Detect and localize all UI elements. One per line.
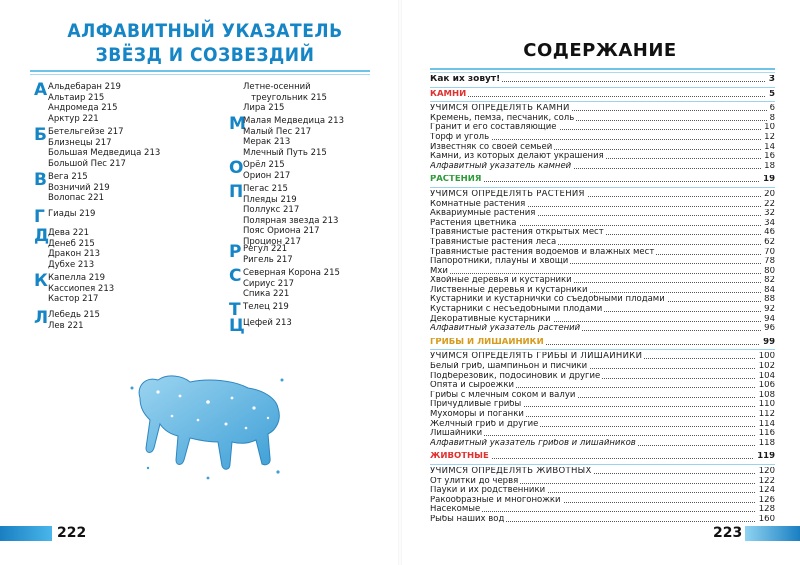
toc-entry-page: 62	[761, 238, 775, 248]
toc-entry	[430, 486, 775, 496]
index-entry: Лебедь 215	[48, 310, 100, 320]
index-entry: Регул 221	[243, 244, 288, 254]
index-entry: Полярная звезда 213	[243, 215, 339, 226]
toc-entry-title: ГРИБЫ И ЛИШАЙНИКИ	[430, 337, 544, 347]
index-entry: Дракон 213	[48, 249, 101, 259]
index-entry: Плеяды 219	[243, 194, 297, 205]
toc-entry-page: 46	[761, 228, 775, 238]
toc-entry	[430, 381, 775, 391]
toc-entry	[430, 200, 775, 210]
toc-entry-page: 8	[767, 114, 775, 124]
toc-entry-page: 108	[756, 391, 775, 401]
toc-entry-title: УЧИМСЯ ОПРЕДЕЛЯТЬ ГРИБЫ И ЛИШАЙНИКИ	[430, 352, 643, 362]
title-underline-thin	[30, 74, 370, 75]
toc-entry	[430, 276, 775, 286]
index-letter: П	[229, 182, 244, 202]
page-corner-bar-right	[745, 526, 800, 541]
toc-entry-page: 82	[761, 276, 775, 286]
index-entry: Орёл 215	[243, 160, 285, 170]
toc-entry-page: 18	[761, 162, 775, 172]
toc-entry-page: 32	[761, 209, 775, 219]
index-entry: Дева 221	[48, 228, 90, 238]
index-letter: Д	[34, 226, 50, 246]
toc-entry-page: 100	[756, 352, 775, 362]
index-entry: Лира 215	[243, 103, 285, 113]
index-letter: М	[229, 114, 246, 134]
toc-entry-page: 110	[756, 400, 775, 410]
toc-entry-title: Алфавитный указатель грибов и лишайников	[430, 438, 636, 448]
toc-entry-page: 92	[761, 305, 775, 315]
index-entry: Орион 217	[243, 170, 291, 181]
toc-entry-title: КАМНИ	[430, 89, 467, 99]
index-entry: Ригель 217	[243, 254, 293, 265]
toc-entry-title: Алфавитный указатель растений	[430, 324, 581, 334]
index-entry: Гиады 219	[48, 209, 96, 219]
index-entry: Северная Корона 215	[243, 268, 340, 278]
toc-entry-title: Опята и сыроежки	[430, 381, 514, 391]
toc-entry-page: 160	[756, 515, 775, 525]
toc-entry	[430, 477, 775, 487]
toc-entry-title: Рыбы наших вод	[430, 514, 505, 524]
index-letter: А	[34, 80, 48, 100]
index-entry: треугольник 215	[243, 92, 327, 103]
toc-title-underline-thin	[430, 72, 775, 73]
toc-entry	[430, 267, 775, 277]
index-entry: Мерак 213	[243, 137, 291, 147]
index-entry: Большая Медведица 213	[48, 148, 161, 158]
toc-entry	[430, 429, 775, 439]
toc-entry	[430, 315, 775, 325]
toc-entry	[430, 238, 775, 248]
page-number-left: 222	[57, 525, 87, 541]
toc-entry	[430, 257, 775, 267]
toc-entry	[430, 420, 775, 430]
toc-title-underline	[430, 68, 775, 70]
toc-entry	[430, 324, 775, 334]
toc-entry	[430, 123, 775, 133]
toc-entry-page: 116	[756, 429, 775, 439]
toc-entry-page: 104	[756, 372, 775, 382]
index-entry: Вега 215	[48, 172, 88, 182]
toc-entry-title: УЧИМСЯ ОПРЕДЕЛЯТЬ РАСТЕНИЯ	[430, 189, 585, 199]
toc-entry	[430, 391, 775, 401]
toc-entry	[430, 219, 775, 229]
toc-entry-title: Лишайники	[430, 429, 483, 439]
toc-entry-page: 124	[756, 486, 775, 496]
toc-entry-page: 6	[767, 104, 775, 114]
toc-entry-page: 5	[766, 90, 775, 100]
toc-section-heading	[430, 175, 775, 185]
index-entry: Малая Медведица 213	[243, 116, 344, 126]
toc-entry	[430, 515, 775, 525]
toc-entry-title: Травянистые растения леса	[430, 237, 557, 247]
index-entry: Спика 221	[243, 289, 290, 299]
toc-entry-page: 10	[761, 123, 775, 133]
toc-entry-page: 114	[756, 420, 775, 430]
toc-entry-page: 84	[761, 286, 775, 296]
index-letter: Л	[34, 308, 49, 328]
index-letter: К	[34, 271, 48, 291]
index-entry: Капелла 219	[48, 273, 106, 283]
index-entry: Сириус 217	[243, 278, 295, 289]
index-entry: Млечный Путь 215	[243, 147, 327, 158]
toc-entry-title: Растения цветника	[430, 218, 517, 228]
toc-entry	[430, 467, 775, 477]
index-entry: Возничий 219	[48, 182, 110, 193]
toc-entry-title: Насекомые	[430, 505, 481, 515]
toc-entry-title: Желчный гриб и другие	[430, 419, 539, 429]
toc-section-heading	[430, 90, 775, 100]
index-entry: Денеб 215	[48, 238, 95, 249]
index-entry: Волопас 221	[48, 193, 105, 203]
toc-entry	[430, 400, 775, 410]
toc-entry-page: 94	[761, 315, 775, 325]
toc-entry	[430, 133, 775, 143]
toc-entry-page: 118	[756, 439, 775, 449]
index-entry: Цефей 213	[243, 318, 292, 328]
toc-section-heading	[430, 338, 775, 348]
toc-entry	[430, 505, 775, 515]
table-of-contents	[430, 75, 775, 525]
index-entry: Андромеда 215	[48, 103, 118, 113]
toc-entry	[430, 228, 775, 238]
toc-entry	[430, 162, 775, 172]
toc-entry-title: Кремень, пемза, песчаник, соль	[430, 113, 575, 123]
toc-entry	[430, 439, 775, 449]
toc-entry	[430, 209, 775, 219]
toc-entry-page: 34	[761, 219, 775, 229]
index-letter: Б	[34, 125, 47, 145]
toc-entry-page: 126	[756, 496, 775, 506]
toc-entry-page: 88	[761, 295, 775, 305]
toc-entry-title: Декоративные кустарники	[430, 314, 551, 324]
toc-entry-title: Торф и уголь	[430, 132, 490, 142]
toc-entry	[430, 104, 775, 114]
toc-entry-page: 20	[761, 190, 775, 200]
index-letter: В	[34, 170, 47, 190]
toc-entry-page: 128	[756, 505, 775, 515]
page-number-right: 223	[713, 525, 743, 541]
index-letter: Г	[34, 207, 45, 227]
index-entry: Пояс Ориона 217	[243, 226, 320, 236]
index-entry: Близнецы 217	[48, 137, 112, 148]
index-entry: Дубхе 213	[48, 259, 95, 270]
toc-entry-page: 22	[761, 200, 775, 210]
index-entry: Поллукс 217	[243, 205, 300, 215]
index-entry: Телец 219	[243, 302, 289, 312]
toc-entry	[430, 372, 775, 382]
toc-entry-title: Травянистые растения открытых мест	[430, 228, 604, 238]
toc-entry	[430, 190, 775, 200]
toc-entry-title: Камни, из которых делают украшения	[430, 152, 604, 162]
toc-entry-title: РАСТЕНИЯ	[430, 175, 482, 185]
index-entry: Процион 217	[243, 236, 301, 247]
toc-entry-title: Подберезовик, подосиновик и другие	[430, 371, 601, 381]
toc-entry	[430, 114, 775, 124]
toc-entry	[430, 496, 775, 506]
toc-entry-title: Алфавитный указатель камней	[430, 161, 572, 171]
toc-entry-page: 80	[761, 267, 775, 277]
toc-entry-title: Причудливые грибы	[430, 400, 522, 410]
index-entry: Кассиопея 213	[48, 283, 115, 294]
toc-entry-title: Пауки и их родственники	[430, 486, 546, 496]
toc-entry-page: 102	[756, 362, 775, 372]
page-corner-bar-left	[0, 526, 52, 541]
toc-entry-title: Как их зовут!	[430, 75, 501, 84]
index-letter: О	[229, 158, 244, 178]
toc-entry	[430, 143, 775, 153]
toc-entry-page: 112	[756, 410, 775, 420]
toc-entry-title: Папоротники, плауны и хвощи	[430, 257, 569, 267]
toc-title: СОДЕРЖАНИЕ	[523, 40, 677, 61]
toc-entry-title: УЧИМСЯ ОПРЕДЕЛЯТЬ КАМНИ	[430, 104, 570, 114]
toc-entry-page: 3	[766, 75, 775, 85]
index-entry: Лев 221	[48, 320, 84, 331]
toc-entry-title: Гранит и его составляющие	[430, 123, 557, 133]
toc-entry	[430, 75, 775, 85]
toc-entry-page: 122	[756, 477, 775, 487]
index-letter: Ц	[229, 316, 245, 336]
toc-entry-page: 16	[761, 152, 775, 162]
toc-entry-page: 99	[760, 338, 775, 348]
toc-entry-page: 19	[760, 175, 775, 185]
index-entry: Бетельгейзе 217	[48, 127, 124, 137]
toc-entry-title: Ракообразные и многоножки	[430, 495, 561, 505]
toc-entry	[430, 152, 775, 162]
toc-section-heading	[430, 452, 775, 462]
toc-entry-title: Мухоморы и поганки	[430, 410, 524, 419]
toc-entry-page: 70	[761, 248, 775, 258]
toc-entry-title: Кустарники и кустарнички со съедобными плодами	[430, 295, 665, 305]
toc-entry-title: Известняк со своей семьей	[430, 142, 553, 152]
index-letter: Т	[229, 300, 241, 320]
index-entry: Большой Пес 217	[48, 158, 126, 169]
right-page	[400, 0, 800, 565]
index-title-line1: АЛФАВИТНЫЙ УКАЗАТЕЛЬ	[67, 20, 343, 42]
ursa-major-bear-illustration	[128, 368, 288, 488]
toc-entry-title: Хвойные деревья и кустарники	[430, 276, 572, 286]
index-entry: Малый Пес 217	[243, 126, 312, 137]
toc-entry-title: Травянистые растения водоемов и влажных мест	[430, 247, 655, 257]
toc-entry-title: Лиственные деревья и кустарники	[430, 285, 588, 295]
toc-entry-title: ЖИВОТНЫЕ	[430, 452, 489, 462]
toc-entry-title: Грибы с млечным соком и валуи	[430, 390, 576, 400]
index-entry: Летне-осенний	[243, 82, 311, 92]
index-entry: Арктур 221	[48, 113, 99, 124]
toc-entry-title: Аквариумные растения	[430, 209, 536, 219]
toc-entry-title: Белый гриб, шампиньон и писчики	[430, 362, 588, 372]
toc-entry-page: 119	[754, 452, 775, 462]
toc-entry-page: 14	[761, 143, 775, 153]
toc-entry-page: 96	[761, 324, 775, 334]
toc-entry	[430, 248, 775, 258]
index-letter: Р	[229, 242, 242, 262]
toc-entry-title: УЧИМСЯ ОПРЕДЕЛЯТЬ ЖИВОТНЫХ	[430, 466, 592, 476]
toc-entry-title: От улитки до червя	[430, 476, 519, 486]
index-entry: Кастор 217	[48, 294, 99, 304]
toc-entry-page: 120	[756, 467, 775, 477]
toc-entry	[430, 305, 775, 315]
index-letter: С	[229, 266, 242, 286]
index-title-line2: ЗВЁЗД И СОЗВЕЗДИЙ	[95, 44, 315, 66]
index-entry: Альдебаран 219	[48, 82, 121, 92]
toc-entry	[430, 295, 775, 305]
toc-entry	[430, 410, 775, 420]
toc-entry-page: 106	[756, 381, 775, 391]
toc-entry-page: 78	[761, 257, 775, 267]
toc-entry-title: Кустарники с несъедобными плодами	[430, 305, 603, 315]
index-entry: Альтаир 215	[48, 92, 105, 103]
toc-entry	[430, 362, 775, 372]
index-entry: Пегас 215	[243, 184, 288, 194]
title-underline	[30, 70, 370, 72]
toc-entry	[430, 286, 775, 296]
toc-entry	[430, 352, 775, 362]
toc-entry-page: 12	[761, 133, 775, 143]
toc-entry-title: Мхи	[430, 266, 448, 276]
toc-entry-title: Комнатные растения	[430, 199, 526, 209]
